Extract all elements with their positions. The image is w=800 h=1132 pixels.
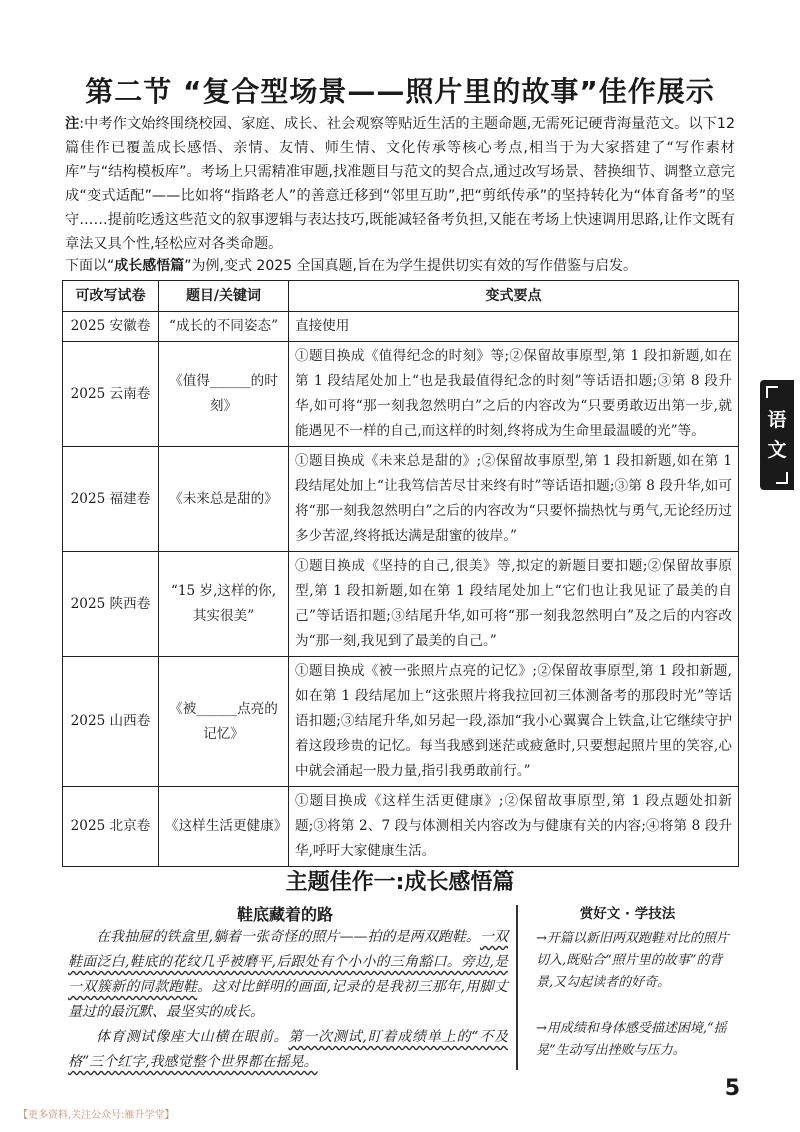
intro-prefix: 下面以“ [65,258,115,274]
essay-text: 在我抽屉的铁盒里,躺着一张奇怪的照片——拍的是两双跑鞋。 [96,929,480,945]
cell-paper: 2025 陕西卷 [63,552,159,657]
tip-note: →用成绩和身体感受描述困境,“摇晃”生动写出挫败与压力。 [536,1021,727,1058]
table-row [63,787,739,867]
cell-content: 直接使用 [289,312,739,342]
page-title: 第二节 “复合型场景——照片里的故事”佳作展示 [85,75,715,108]
cell-topic: “15 岁,这样的你,其实很美” [159,552,289,657]
essay-wavy-text: 一双鞋面泛白,鞋底的花纹几乎被磨平,后跟处有个小小的三角豁口。旁边,是一双簇新的同款跑鞋 [68,929,509,995]
editor-note [65,112,735,256]
table-row [63,342,739,447]
essay-paragraph [68,925,508,1025]
cell-paper: 2025 安徽卷 [63,312,159,342]
note-label: 注 [65,116,80,132]
cell-content: ①题目换成《被一张照片点亮的记忆》;②保留故事原型,第 1 段扣新题,如在第 1 段结尾加上“这张照片将我拉回初三体测备考的那段时光”等话语扣题;③结尾升华,如另起一段,添加“我小心翼翼合上铁盒,让它继续守护着这段珍贵的记忆。每当我感到迷茫或疲惫时,只要想起照片里的笑容,心中就会涌起一股力量,指引我勇敢前行。” [289,657,739,787]
essay-text: 。这对比鲜明的画面,记录的是我初三那年,用脚丈量过的最沉默、最坚实的成长。 [68,979,509,1020]
cell-topic: 《这样生活更健康》 [159,787,289,867]
cell-content: ①题目换成《值得纪念的时刻》等;②保留故事原型,第 1 段扣新题,如在第 1 段结尾处加上“也是我最值得纪念的时刻”等话语扣题;③第 8 段升华,如可将“那一刻我忽然明白”之后的内容改为“只要勇敢迈出第一步,就能遇见不一样的自己,而这样的时刻,终将成为生命里最温暖的光”等。 [289,342,739,447]
cell-topic: 《值得______的时刻》 [159,342,289,447]
page-number: 5 [724,1076,740,1101]
header-topic: 题目/关键词 [159,281,289,312]
cell-paper: 2025 福建卷 [63,447,159,552]
intro-highlight: 成长感悟篇 [114,258,185,274]
cell-paper: 2025 云南卷 [63,342,159,447]
cell-content: ①题目换成《这样生活更健康》;②保留故事原型,第 1 段点题处扣新题;③将第 2、7 段与体测相关内容改为与健康有关的内容;④将第 8 段升华,呼吁大家健康生活。 [289,787,739,867]
header-points: 变式要点 [289,281,739,312]
table-header-row [63,281,739,312]
header-paper: 可改写试卷 [63,281,159,312]
cell-paper: 2025 北京卷 [63,787,159,867]
table-row [63,312,739,342]
cell-paper: 2025 山西卷 [63,657,159,787]
subject-tab [760,380,794,490]
tip-note: →开篇以新旧两双跑鞋对比的照片切入,既贴合“照片里的故事”的背景,又勾起读者的好奇。 [536,931,729,990]
essay-title: 鞋底藏着的路 [236,905,333,924]
section-title: 主题佳作一:成长感悟篇 [285,870,515,895]
tips-title: 赏好文 · 学技法 [579,906,676,922]
cell-content: ①题目换成《未来总是甜的》;②保留故事原型,第 1 段扣新题,如在第 1 段结尾处加上“让我笃信苦尽甘来终有时”等话语扣题;③第 8 段升华,如可将“那一刻我忽然明白”之后的内容改为“只要怀揣热忱与勇气,无论经历过多少苦涩,终将抵达满是甜蜜的彼岸。” [289,447,739,552]
subject-tab-char: 语 [767,409,787,431]
note-text: :中考作文始终围绕校园、家庭、成长、社会观察等贴近生活的主题命题,无需死记硬背海量范文。以下12篇佳作已覆盖成长感悟、亲情、友情、师生情、文化传承等核心考点,相当于为大家搭建了“写作素材库”与“结构模板库”。考场上只需精准审题,找准题目与范文的契合点,通过改写场景、替换细节、调整立意完成“变式适配”——比如将“指路老人”的善意迁移到“邻里互助”,把“剪纸传承”的坚持转化为“体育备考”的坚守……提前吃透这些范文的叙事逻辑与表达技巧,既能减轻备考负担,又能在考场上快速调用思路,让作文既有章法又具个性,轻松应对各类命题。 [65,116,735,252]
table-row [63,447,739,552]
cell-topic: 《被______点亮的记忆》 [159,657,289,787]
table-row [63,552,739,657]
subject-tab-char: 文 [767,439,787,461]
table-intro [65,256,735,276]
bracket-top-left [766,386,778,398]
essay-wavy-text: 第一次测试,盯着成绩单上的“不及格”三个红字,我感觉整个世界都在摇晃。 [68,1029,509,1070]
essay-text: 体育测试像座大山横在眼前。 [96,1029,289,1045]
intro-suffix: ”为例,变式 2025 全国真题,旨在为学生提供切实有效的写作借鉴与启发。 [184,258,637,274]
column-divider [516,905,518,1070]
cell-content: ①题目换成《坚持的自己,很美》等,拟定的新题目要扣题;②保留故事原型,第 1 段扣新题,如在第 1 段结尾处加上“它们也让我见证了最美的自己”等话语扣题;③结尾升华,如可将“那一刻我忽然明白”及之后的内容改为“那一刻,我见到了最美的自己。” [289,552,739,657]
footer-note: 【更多资料,关注公众号:雁升学堂】 [18,1110,175,1121]
essay-body [68,925,508,1075]
cell-topic: 《未来总是甜的》 [159,447,289,552]
bracket-bottom-right [776,472,788,484]
table-row [63,657,739,787]
cell-topic: “成长的不同姿态” [159,312,289,342]
adaptation-table [62,280,739,867]
essay-paragraph [68,1025,508,1075]
